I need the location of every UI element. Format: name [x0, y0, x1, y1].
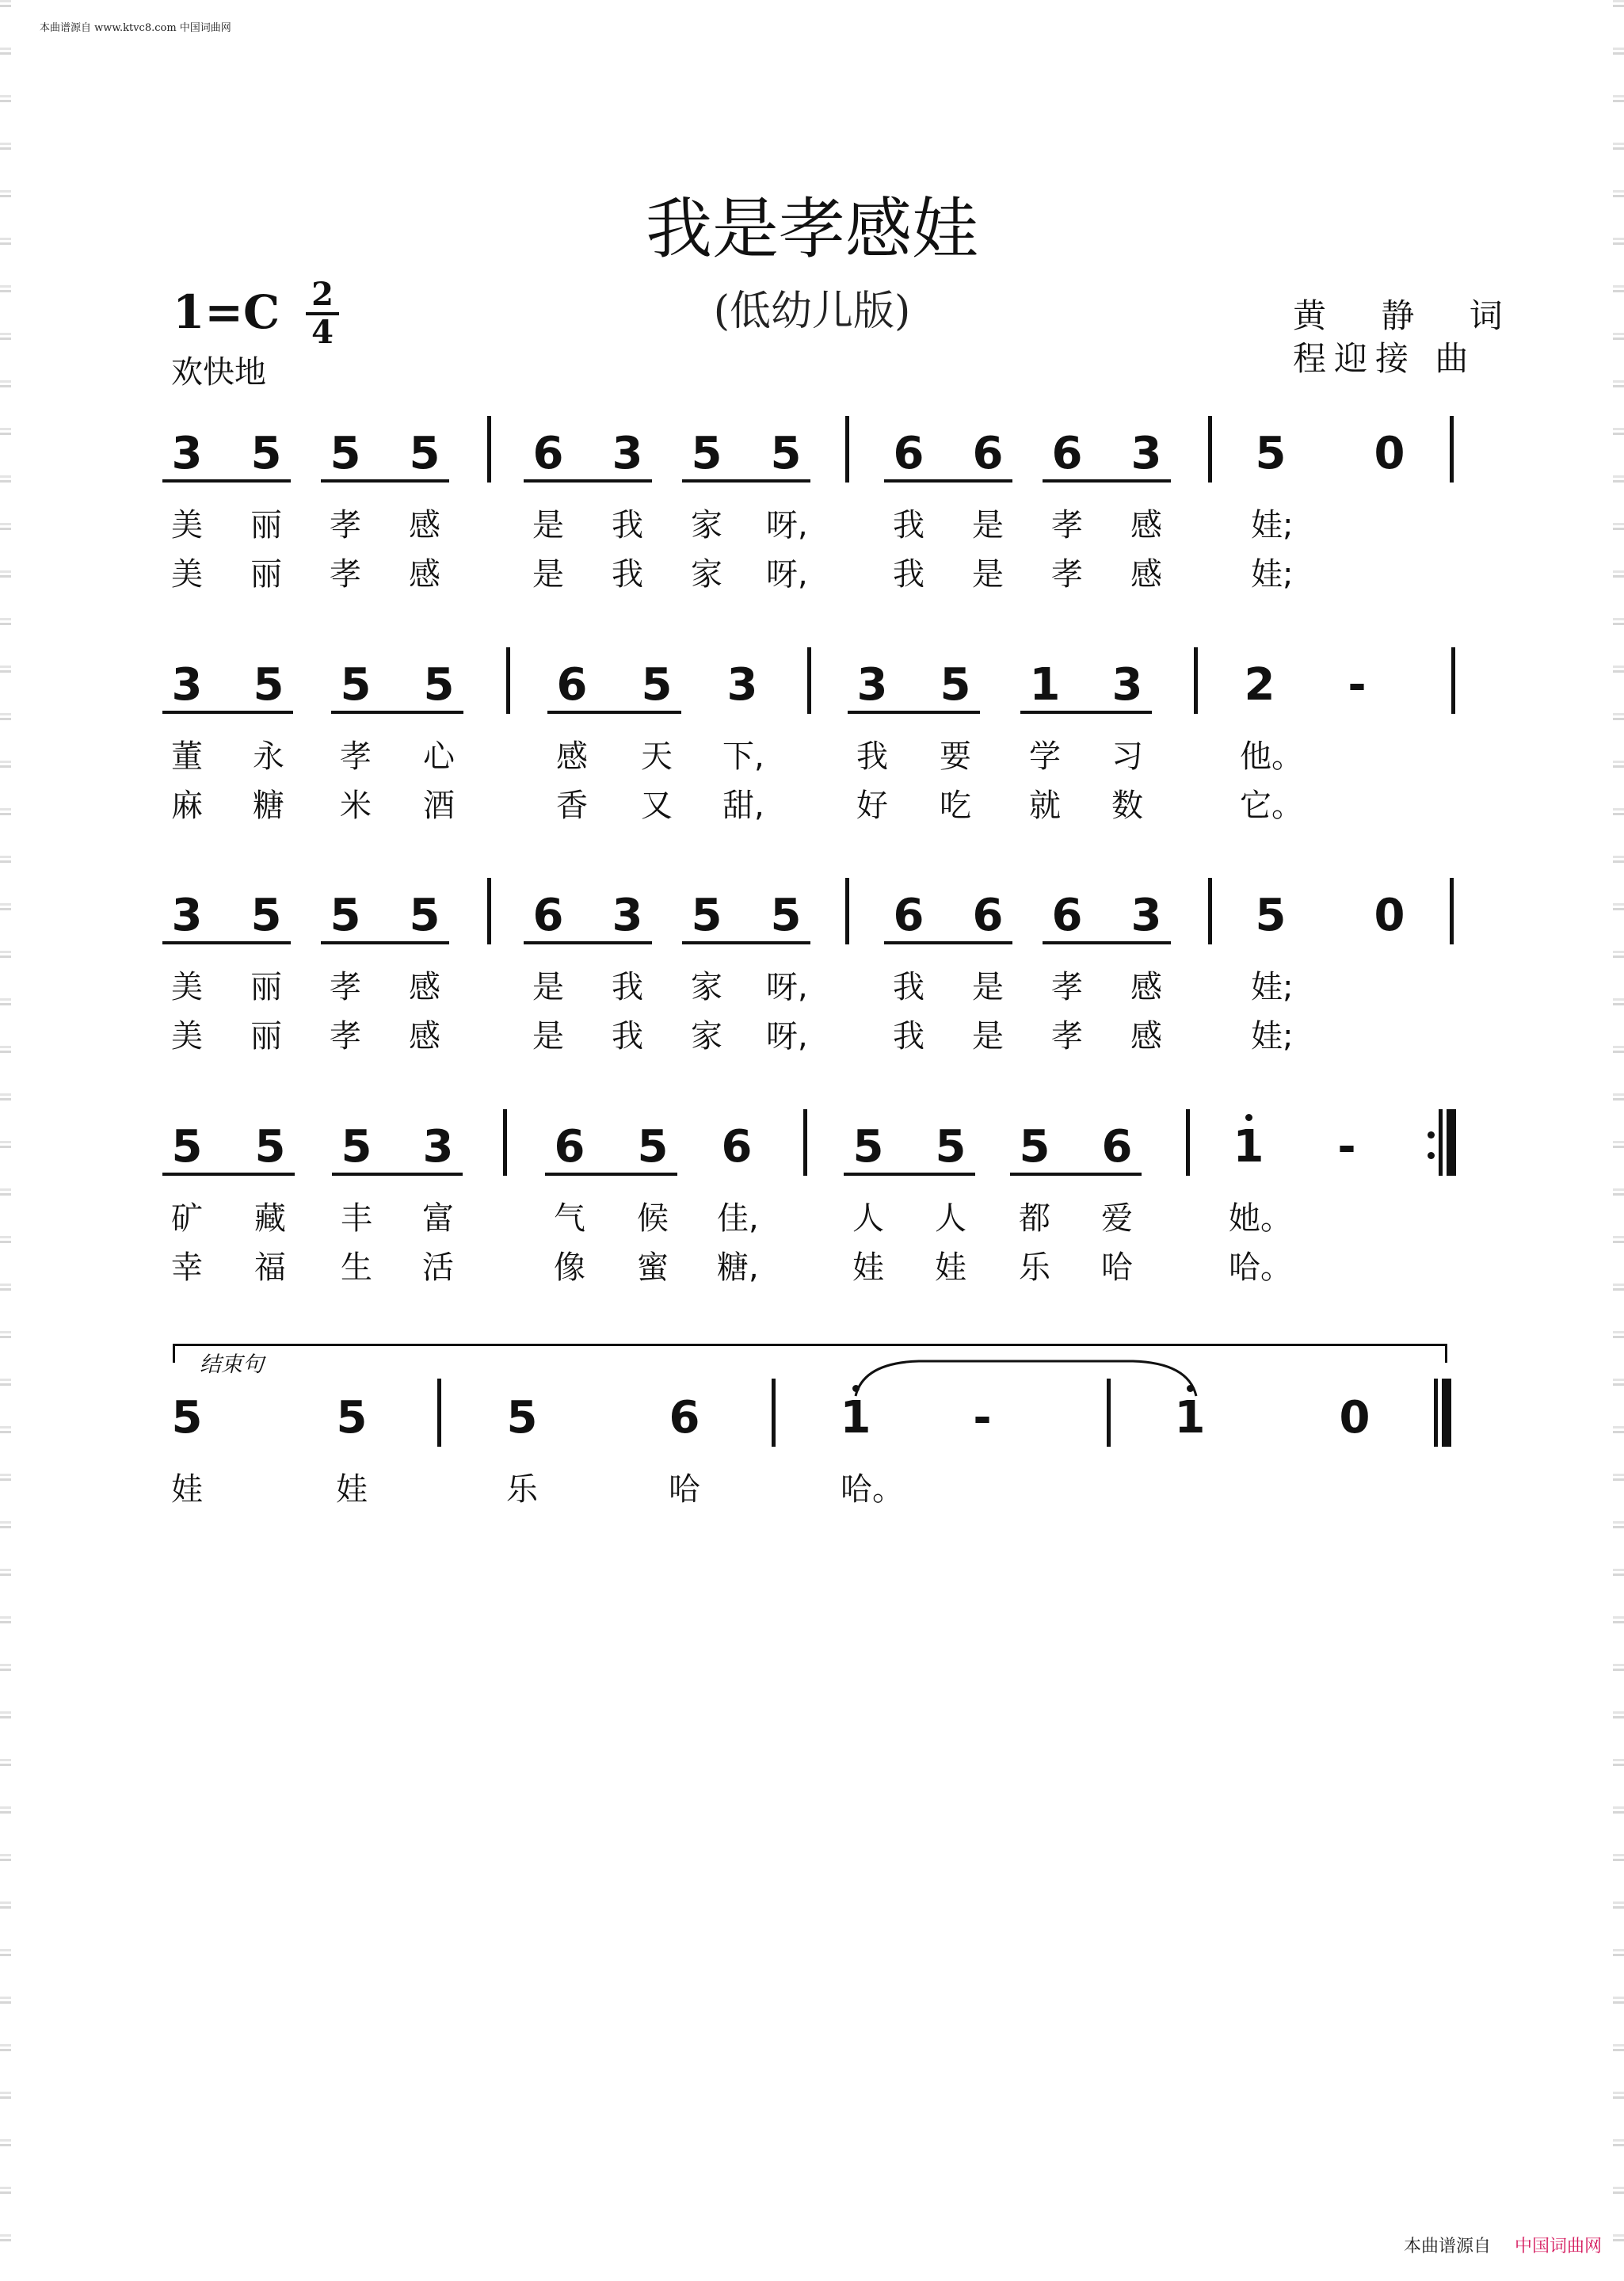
- lyric-verse-2: 娃;: [1251, 1018, 1294, 1055]
- note: 5: [852, 1121, 884, 1173]
- note: 6: [721, 1121, 753, 1173]
- lyric-verse-2: 蜜: [637, 1249, 669, 1286]
- lyric-verse-2: 娃: [852, 1249, 884, 1286]
- eighth-beam: [547, 711, 681, 714]
- eighth-beam: [1043, 941, 1171, 944]
- lyric-verse-1: 美: [171, 507, 203, 544]
- ending-note: 5: [336, 1392, 368, 1444]
- note: 5: [1019, 1121, 1050, 1173]
- note: 6: [532, 428, 564, 479]
- note: 1: [1233, 1121, 1264, 1173]
- note: 3: [612, 890, 643, 941]
- lyric-verse-1: 下,: [722, 738, 764, 775]
- barline: [1450, 416, 1454, 483]
- ending-lyric: 哈。: [841, 1471, 904, 1508]
- lyric-verse-2: 生: [341, 1249, 372, 1286]
- ending-note: 5: [171, 1392, 203, 1444]
- barline: [1186, 1109, 1190, 1176]
- lyric-verse-2: 呀,: [766, 556, 808, 593]
- note: 3: [171, 890, 203, 941]
- eighth-beam: [162, 1173, 295, 1176]
- eighth-beam: [884, 941, 1012, 944]
- note: 5: [935, 1121, 966, 1173]
- lyric-verse-2: 是: [972, 1018, 1004, 1055]
- lyric-verse-2: 香: [556, 788, 588, 824]
- final-barline: [1447, 1109, 1456, 1176]
- note: 3: [1130, 890, 1162, 941]
- eighth-beam: [524, 479, 652, 483]
- note: 6: [554, 1121, 585, 1173]
- lyric-verse-2: 美: [171, 1018, 203, 1055]
- note: 5: [641, 659, 673, 711]
- barline: [506, 647, 510, 714]
- lyric-verse-2: 活: [422, 1249, 454, 1286]
- footer-site-link[interactable]: 中国词曲网: [1515, 2237, 1603, 2256]
- ending-note: 0: [1339, 1392, 1370, 1444]
- repeat-dot: [1428, 1131, 1435, 1139]
- lyric-verse-2: 是: [972, 556, 1004, 593]
- eighth-beam: [524, 941, 652, 944]
- lyric-verse-1: 学: [1029, 738, 1061, 775]
- lyric-verse-2: 它。: [1240, 788, 1303, 824]
- lyric-verse-1: 孝: [330, 507, 361, 544]
- eighth-beam: [162, 479, 291, 483]
- song-title: 我是孝感娃: [645, 190, 978, 268]
- time-signature: [303, 276, 342, 351]
- lyric-verse-1: 是: [532, 507, 564, 544]
- lyric-verse-1: 我: [893, 969, 924, 1005]
- eighth-beam: [1043, 479, 1171, 483]
- lyric-verse-2: 我: [893, 1018, 924, 1055]
- note: 0: [1374, 890, 1405, 941]
- note: 5: [330, 428, 361, 479]
- key-signature: 1=C: [173, 285, 280, 339]
- note: 5: [330, 890, 361, 941]
- time-signature-bottom: 4: [311, 314, 334, 351]
- note: 0: [1374, 428, 1405, 479]
- eighth-beam: [332, 1173, 463, 1176]
- lyric-verse-1: 人: [935, 1200, 966, 1237]
- barline: [437, 1379, 441, 1447]
- ending-lyric: 哈: [669, 1471, 700, 1508]
- lyric-verse-2: 孝: [330, 556, 361, 593]
- note: 6: [893, 890, 924, 941]
- note: 3: [612, 428, 643, 479]
- lyric-verse-1: 心: [423, 738, 455, 775]
- barline: [1208, 878, 1212, 944]
- lyric-verse-2: 哈: [1101, 1249, 1133, 1286]
- note: -: [1337, 1121, 1356, 1173]
- lyric-verse-2: 幸: [171, 1249, 203, 1286]
- barline: [772, 1379, 776, 1447]
- note: 5: [423, 659, 455, 711]
- lyric-verse-1: 孝: [340, 738, 372, 775]
- lyric-verse-2: 吃: [940, 788, 971, 824]
- lyric-verse-2: 感: [409, 556, 440, 593]
- lyric-verse-2: 是: [532, 556, 564, 593]
- lyric-verse-1: 我: [893, 507, 924, 544]
- footer-source: 本曲谱源自: [1404, 2237, 1492, 2256]
- note: 5: [250, 890, 282, 941]
- note: 5: [341, 1121, 372, 1173]
- ending-note: -: [973, 1392, 992, 1444]
- barline: [487, 878, 491, 944]
- note: 5: [409, 428, 440, 479]
- lyric-verse-1: 要: [940, 738, 971, 775]
- lyric-verse-2: 孝: [330, 1018, 361, 1055]
- lyric-verse-1: 习: [1111, 738, 1143, 775]
- barline: [845, 416, 849, 483]
- ending-note: 1: [840, 1392, 871, 1444]
- final-barline: [1442, 1379, 1451, 1447]
- note: 3: [856, 659, 888, 711]
- eighth-beam: [1020, 711, 1152, 714]
- note: 2: [1244, 659, 1275, 711]
- lyric-verse-2: 我: [612, 1018, 643, 1055]
- note: 5: [171, 1121, 203, 1173]
- lyric-verse-2: 福: [254, 1249, 286, 1286]
- ending-bracket-tick: [173, 1344, 175, 1363]
- note: 3: [422, 1121, 454, 1173]
- eighth-beam: [162, 941, 291, 944]
- barline: [1439, 1109, 1443, 1176]
- note: 6: [893, 428, 924, 479]
- lyric-verse-1: 爱: [1101, 1200, 1133, 1237]
- note: 5: [253, 659, 284, 711]
- lyric-verse-2: 像: [554, 1249, 585, 1286]
- note: 3: [726, 659, 758, 711]
- lyric-verse-1: 矿: [171, 1200, 203, 1237]
- note: 5: [691, 890, 722, 941]
- lyric-verse-1: 我: [612, 969, 643, 1005]
- lyric-verse-2: 我: [893, 556, 924, 593]
- lyricist-credit: 黄 静 词: [1293, 296, 1525, 335]
- lyric-verse-2: 感: [1130, 1018, 1162, 1055]
- lyric-verse-2: 呀,: [766, 1018, 808, 1055]
- lyric-verse-2: 糖: [253, 788, 284, 824]
- lyric-verse-2: 丽: [250, 556, 282, 593]
- eighth-beam: [162, 711, 293, 714]
- lyric-verse-2: 甜,: [722, 788, 764, 824]
- eighth-beam: [321, 941, 449, 944]
- lyric-verse-2: 家: [691, 1018, 722, 1055]
- barline: [1434, 1379, 1438, 1447]
- lyric-verse-1: 丽: [250, 507, 282, 544]
- lyric-verse-1: 人: [852, 1200, 884, 1237]
- eighth-beam: [545, 1173, 677, 1176]
- barline: [503, 1109, 507, 1176]
- note: 3: [171, 428, 203, 479]
- note: 3: [1130, 428, 1162, 479]
- ending-label: 结束句: [200, 1352, 264, 1377]
- lyric-verse-1: 感: [1130, 969, 1162, 1005]
- time-signature-top: 2: [311, 276, 334, 313]
- lyric-verse-1: 气: [554, 1200, 585, 1237]
- barline: [803, 1109, 807, 1176]
- note: 6: [532, 890, 564, 941]
- lyric-verse-2: 孝: [1051, 1018, 1083, 1055]
- lyric-verse-2: 酒: [423, 788, 455, 824]
- note: 6: [1051, 428, 1083, 479]
- barline: [487, 416, 491, 483]
- lyric-verse-2: 我: [612, 556, 643, 593]
- lyric-verse-1: 佳,: [717, 1200, 759, 1237]
- lyric-verse-1: 都: [1019, 1200, 1050, 1237]
- ending-bracket: [173, 1344, 1447, 1346]
- note: 5: [1255, 428, 1287, 479]
- tempo-marking: 欢快地: [171, 354, 266, 391]
- lyric-verse-2: 好: [856, 788, 888, 824]
- lyric-verse-1: 我: [612, 507, 643, 544]
- left-watermark-strip: [0, 0, 11, 2281]
- repeat-dot: [1428, 1152, 1435, 1159]
- lyric-verse-1: 孝: [330, 969, 361, 1005]
- lyric-verse-2: 是: [532, 1018, 564, 1055]
- composer-credit: 程迎接 曲: [1293, 339, 1477, 378]
- lyric-verse-2: 娃;: [1251, 556, 1294, 593]
- eighth-beam: [682, 479, 810, 483]
- note: 6: [972, 890, 1004, 941]
- ending-bracket-tick: [1445, 1344, 1447, 1363]
- lyric-verse-1: 家: [691, 969, 722, 1005]
- lyric-verse-2: 麻: [171, 788, 203, 824]
- lyric-verse-1: 是: [972, 507, 1004, 544]
- lyric-verse-2: 丽: [250, 1018, 282, 1055]
- eighth-beam: [321, 479, 449, 483]
- lyric-verse-2: 美: [171, 556, 203, 593]
- note: 5: [940, 659, 971, 711]
- barline: [1451, 647, 1455, 714]
- barline: [1194, 647, 1198, 714]
- note: 5: [770, 890, 802, 941]
- lyric-verse-2: 娃: [935, 1249, 966, 1286]
- lyric-verse-1: 娃;: [1251, 969, 1294, 1005]
- note: 5: [691, 428, 722, 479]
- song-subtitle: (低幼儿版): [713, 288, 911, 335]
- eighth-beam: [848, 711, 980, 714]
- note: 6: [1051, 890, 1083, 941]
- lyric-verse-1: 是: [532, 969, 564, 1005]
- lyric-verse-1: 我: [856, 738, 888, 775]
- ending-note: 5: [506, 1392, 538, 1444]
- ending-lyric: 娃: [171, 1471, 203, 1508]
- lyric-verse-1: 是: [972, 969, 1004, 1005]
- eighth-beam: [884, 479, 1012, 483]
- lyric-verse-1: 富: [422, 1200, 454, 1237]
- note: 5: [1255, 890, 1287, 941]
- note: 3: [1111, 659, 1143, 711]
- note: 5: [254, 1121, 286, 1173]
- note: 6: [972, 428, 1004, 479]
- eighth-beam: [1010, 1173, 1142, 1176]
- lyric-verse-1: 丰: [341, 1200, 372, 1237]
- tie-slur: [848, 1355, 1204, 1402]
- lyric-verse-1: 他。: [1240, 738, 1303, 775]
- eighth-beam: [331, 711, 463, 714]
- lyric-verse-1: 天: [641, 738, 673, 775]
- note: 6: [556, 659, 588, 711]
- lyric-verse-2: 糖,: [717, 1249, 759, 1286]
- note: 3: [171, 659, 203, 711]
- note: 5: [340, 659, 372, 711]
- lyric-verse-1: 娃;: [1251, 507, 1294, 544]
- lyric-verse-2: 米: [340, 788, 372, 824]
- ending-lyric: 娃: [336, 1471, 368, 1508]
- lyric-verse-1: 感: [1130, 507, 1162, 544]
- eighth-beam: [844, 1173, 975, 1176]
- lyric-verse-1: 感: [409, 507, 440, 544]
- lyric-verse-2: 数: [1111, 788, 1143, 824]
- note: 5: [409, 890, 440, 941]
- lyric-verse-1: 家: [691, 507, 722, 544]
- lyric-verse-1: 丽: [250, 969, 282, 1005]
- lyric-verse-1: 感: [409, 969, 440, 1005]
- note: 5: [250, 428, 282, 479]
- lyric-verse-1: 呀,: [766, 969, 808, 1005]
- lyric-verse-1: 董: [171, 738, 203, 775]
- lyric-verse-1: 美: [171, 969, 203, 1005]
- note: 5: [770, 428, 802, 479]
- barline: [845, 878, 849, 944]
- barline: [1450, 878, 1454, 944]
- lyric-verse-2: 家: [691, 556, 722, 593]
- lyric-verse-2: 孝: [1051, 556, 1083, 593]
- lyric-verse-1: 呀,: [766, 507, 808, 544]
- lyric-verse-1: 候: [637, 1200, 669, 1237]
- ending-lyric: 乐: [506, 1471, 538, 1508]
- note: -: [1348, 659, 1367, 711]
- barline: [807, 647, 811, 714]
- lyric-verse-1: 藏: [254, 1200, 286, 1237]
- tie-curve: [856, 1361, 1196, 1396]
- ending-note: 1: [1174, 1392, 1206, 1444]
- ending-note: 6: [669, 1392, 700, 1444]
- note: 6: [1101, 1121, 1133, 1173]
- high-octave-dot: [1245, 1114, 1252, 1121]
- lyric-verse-2: 感: [1130, 556, 1162, 593]
- lyric-verse-1: 永: [253, 738, 284, 775]
- lyric-verse-2: 乐: [1019, 1249, 1050, 1286]
- lyric-verse-1: 她。: [1229, 1200, 1292, 1237]
- lyric-verse-1: 感: [556, 738, 588, 775]
- right-watermark-strip: [1613, 0, 1624, 2281]
- eighth-beam: [682, 941, 810, 944]
- lyric-verse-2: 就: [1029, 788, 1061, 824]
- barline: [1208, 416, 1212, 483]
- lyric-verse-1: 孝: [1051, 507, 1083, 544]
- lyric-verse-2: 感: [409, 1018, 440, 1055]
- note: 1: [1029, 659, 1061, 711]
- lyric-verse-1: 孝: [1051, 969, 1083, 1005]
- note: 5: [637, 1121, 669, 1173]
- lyric-verse-2: 哈。: [1229, 1249, 1292, 1286]
- lyric-verse-2: 又: [641, 788, 673, 824]
- source-note: 本曲谱源自 www.ktvc8.com 中国词曲网: [40, 22, 231, 34]
